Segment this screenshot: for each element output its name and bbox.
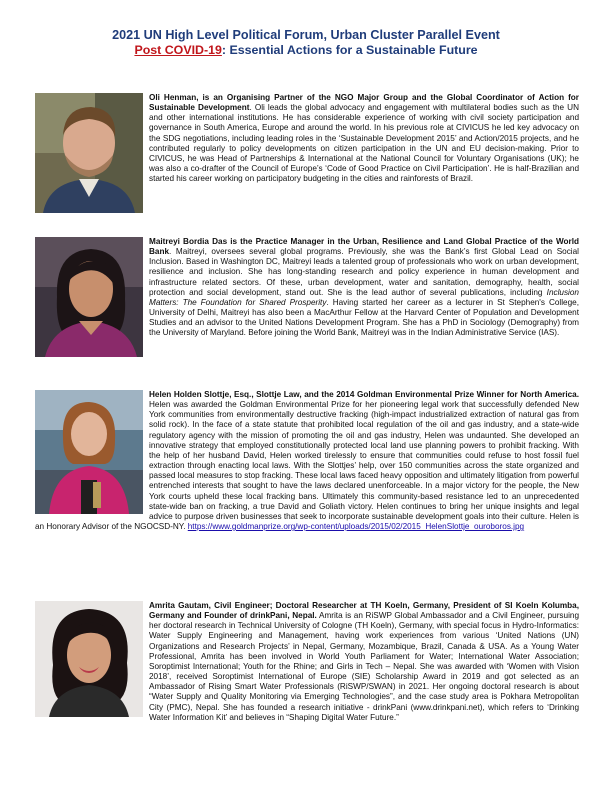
subtitle-rest: : Essential Actions for a Sustainable Future bbox=[221, 43, 478, 57]
bio-2-publication: Inclusion Matters: The Foundation for Shared Prosperity bbox=[149, 287, 579, 307]
speaker-photo-oli-henman bbox=[35, 93, 143, 213]
bio-2-text-2: . Having started her career as a lecturer in St Stephen's College, University of Delhi, Maitreyi has also been a MacArthur Fellow at the Harvard Center of Population and Development Studies and an advisor to the United Nations Development Program. She has a PhD in Sociology (Demography) from the University of Maryland. Before joining the World Bank, Maitreyi was in the Indian Administrative Service (IAS). bbox=[149, 297, 579, 338]
speaker-photo-maitreyi-das bbox=[35, 237, 143, 357]
portrait-photo-2 bbox=[35, 237, 143, 357]
subtitle-highlight: Post COVID-19 bbox=[134, 43, 222, 57]
bio-2-text: . Maitreyi, oversees several global programs. Previously, she was the Bank’s first Global Lead on Social Inclusion. Based in Washington DC, Maitreyi leads a talented group of professionals who work on urban development, resilience and inclusion. She has long-standing research and policy experience in human development and infrastructure related sectors. Of these, urban development, water and sanitation, demography, health, social protection and social development, stand out. She is the lead author of several publications, including bbox=[149, 247, 579, 297]
bio-4-text: Amrita is an RiSWP Global Ambassador and a Civil Engineer, pursuing her doctoral research in Technical University of Cologne (TH Koeln), Germany, with special focus in Hydro-Informatics: Water Supply Engineering and Management, having work experiences from various ‘United Nations (UN) Organizations and Research Projects’ in Nepal, Germany, Mozambique, Brazil, Canada & USA. As a Young Water Professional, Amrita has been involved in World Youth Parliament for Water; International Water Association; Soroptimist International; Youth for the Rhine; and Girls in Tech – Nepal. She was awarded with ‘Women with Vision 2018’, received Soroptimist International of Europe (SIE) Scholarship Award in 2019 and got selected as an Ambassador of Rising Smart Water Professionals (RiSWP/SWAN) in 2021. Her ongoing doctoral research is about “Water Supply and Quality Monitoring via Emerging Technologies”, and the case study area is Pokhara Metropolitan City (PMC), Nepal. She has founded a research initiative - drinkPani (www.drinkpani.net), which refers to ‘Drinking Water Information Kit’ and believes in “Shaping Digital Water Future.” bbox=[149, 611, 579, 722]
bio-2-lead: Maitreyi Bordia Das is the Practice Manager in the Urban, Resilience and Land Global Practice of the World Bank bbox=[149, 237, 579, 257]
bio-1-text: . Oli leads the global advocacy and engagement with multilateral bodies such as the UN and other international institutions. He has considerable experience of working with civil society participation and governance in South America, Europe and around the world. In his previous role at CIVICUS he led key advocacy on the SDG negotiations, including leading roles in the ‘Sustainable Development 2015’ and Action/2015 projects, and he contributed regularly to policy developments on citizen participation in the UN and EU decision-making. Prior to CIVICUS, he was Head of Partnerships & International at the National Council for Voluntary Organisations (UK); he was also a co-drafter of the Council of Europe’s ‘Code of Good Practice on Civil Participation’. He is half-Brazilian and started his career working on participatory budgeting in the cities and rainforests of Brazil. bbox=[149, 103, 579, 184]
bio-3-link[interactable]: https://www.goldmanprize.org/wp-content/uploads/2015/02/2015_HelenSlottje_ouroboros.jpg bbox=[187, 522, 525, 532]
event-subtitle bbox=[0, 43, 612, 58]
portrait-photo-4 bbox=[35, 601, 143, 717]
event-header bbox=[0, 28, 612, 58]
bio-3-lead: Helen Holden Slottje, Esq., Slottje Law, and the 2014 Goldman Environmental Prize Winner for North America. bbox=[149, 390, 579, 399]
speaker-bio-oli-henman bbox=[35, 93, 579, 215]
speaker-photo-helen-slottje bbox=[35, 390, 143, 514]
speaker-bio-helen-slottje bbox=[35, 390, 579, 532]
speaker-bio-maitreyi-das bbox=[35, 237, 579, 359]
bio-3-text: Helen was awarded the Goldman Environmental Prize for her pioneering legal work that successfully defended New York communities from environmentally destructive fracking (high-impact industrialized extraction of natural gas from solid rock). In the face of a state statute that prohibited local regulation of the oil and gas industry, and a state-wide regulatory agency with the mission of promoting the oil and gas industry, Helen was undaunted. She developed an innovative strategy that employed constitutionally protected local land use planning powers to prohibit fracking. With the help of her husband David, Helen worked tirelessly to ensure that communities could refuse to host fossil fuel extraction through enacting local laws. With the Slottjes’ help, over 150 communities across the state organized and passed local measures to stop fracking. These local laws faced heavy opposition and ultimately litigation from powerful entrenched interests that sought to have the laws declared unenforceable. In a major victory for the people, the New York courts upheld these local fracking bans. Ultimately this community-based resistance led to an unprecedented state-wide ban on fracking, a true David and Goliath victory. Helen continues to bring her unique insights and legal advice to purpose driven businesses that seek to incorporate sustainable development goals into their culture. Helen is an Honorary Advisor of the NGOCSD-NY. bbox=[35, 400, 579, 532]
bio-4-lead: Amrita Gautam, Civil Engineer; Doctoral Researcher at TH Koeln, Germany, President of SI Koeln Kolumba, Germany and Founder of drinkPani, Nepal. bbox=[149, 601, 579, 621]
portrait-photo-3 bbox=[35, 390, 143, 514]
speaker-bio-amrita-gautam bbox=[35, 601, 579, 723]
portrait-photo-1 bbox=[35, 93, 143, 213]
bio-1-lead: Oli Henman, is an Organising Partner of the NGO Major Group and the Global Coordinator of Action for Sustainable Development bbox=[149, 93, 579, 113]
speaker-photo-amrita-gautam bbox=[35, 601, 143, 717]
event-title: 2021 UN High Level Political Forum, Urban Cluster Parallel Event bbox=[112, 28, 500, 42]
